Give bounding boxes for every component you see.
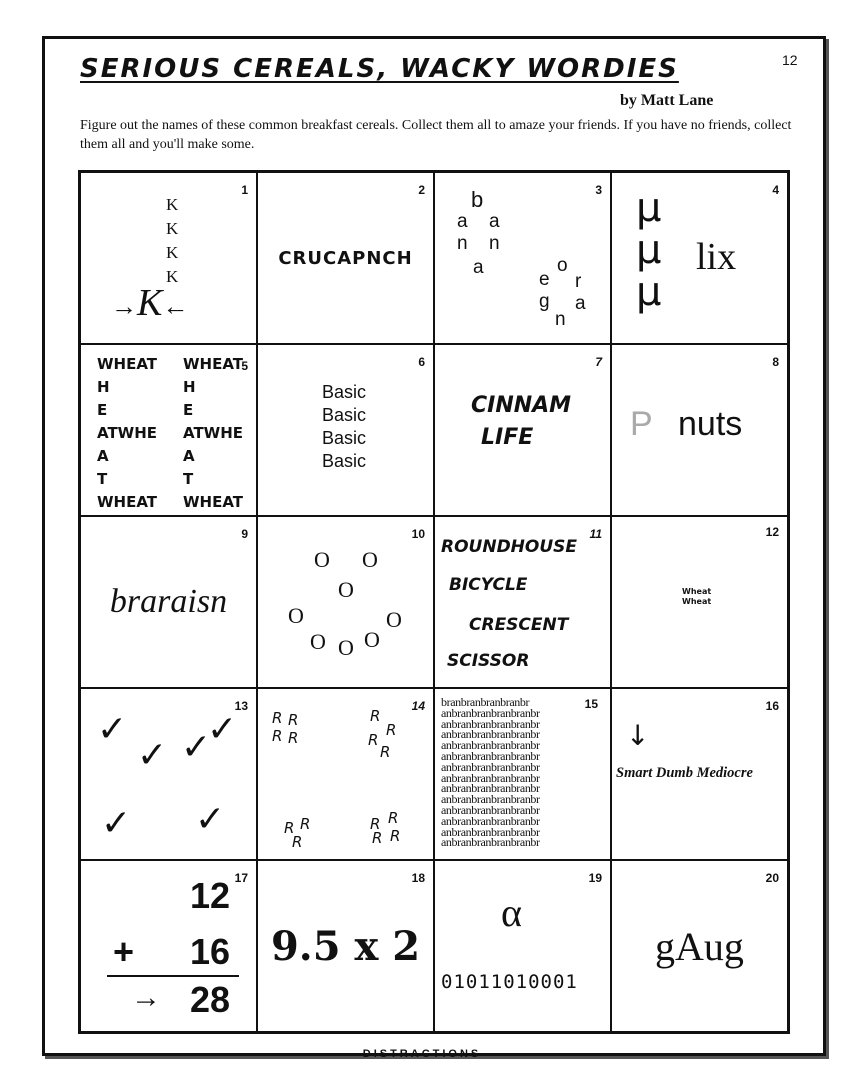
letter-r: R: [288, 711, 299, 729]
faded-letter-p: P: [630, 405, 653, 443]
puzzle-line: ATWHE: [97, 424, 158, 442]
letter-o: O: [386, 607, 402, 632]
bran-line: anbranbranbranbranbr: [441, 813, 540, 828]
letter-r: R: [380, 743, 391, 761]
puzzle-letter: e: [539, 269, 550, 290]
puzzle-text: braraisn: [109, 583, 228, 620]
cell-number: 14: [411, 699, 425, 713]
plus-sign: +: [113, 931, 135, 972]
letter-o: O: [338, 635, 354, 660]
puzzle-cell-3: [434, 172, 611, 344]
puzzle-text: lix: [696, 236, 737, 278]
cell-number: 5: [241, 359, 248, 373]
puzzle-text: nuts: [678, 405, 743, 443]
puzzle-cell-5: [80, 344, 257, 516]
puzzle-cell-15: [434, 688, 611, 860]
cell-number: 2: [418, 183, 425, 197]
sum-top-number: 12: [189, 875, 230, 916]
puzzle-cell-20: [611, 860, 788, 1032]
puzzle-line: SCISSOR: [447, 651, 530, 671]
puzzle-cell-14: [257, 688, 434, 860]
page-number: 12: [782, 52, 798, 68]
checkmark-icon: ✓: [101, 803, 132, 844]
letter-r: R: [368, 731, 379, 749]
puzzle-text: CRUCAPNCH: [278, 247, 413, 269]
puzzle-line: Wheat: [682, 597, 712, 606]
puzzle-cell-12: [611, 516, 788, 688]
cell-number: 1: [241, 183, 248, 197]
puzzle-line: LIFE: [481, 425, 534, 450]
puzzle-letter: g: [539, 291, 550, 312]
puzzle-cell-7: [434, 344, 611, 516]
letter-o: O: [288, 603, 304, 628]
puzzle-cell-2: [257, 172, 434, 344]
letter-r: R: [370, 707, 381, 725]
puzzle-line: Wheat: [682, 587, 712, 596]
letter-o: O: [338, 577, 354, 602]
binary-text: 01011010001: [441, 971, 578, 993]
puzzle-text: Smart Dumb Mediocre: [616, 765, 753, 781]
puzzle-line: WHEAT: [183, 493, 244, 511]
bran-line: anbranbranbranbranbr: [441, 738, 540, 753]
checkmark-icon: ✓: [181, 727, 212, 768]
letter-o: O: [364, 627, 380, 652]
puzzle-line: WHEAT: [97, 355, 158, 373]
puzzle-cell-19: [434, 860, 611, 1032]
puzzle-line: T: [183, 470, 194, 488]
letter-r: R: [288, 729, 299, 747]
mu-symbol: μ: [636, 269, 662, 315]
big-letter-k: K: [137, 282, 163, 324]
bran-line: anbranbranbranbranbr: [441, 781, 540, 796]
cell-number: 9: [241, 527, 248, 541]
letter-k: K: [166, 219, 179, 238]
puzzle-cell-8: [611, 344, 788, 516]
mu-symbol: μ: [636, 227, 662, 273]
cell-number: 10: [411, 527, 425, 541]
puzzle-letter: n: [555, 309, 566, 330]
puzzle-letter: a: [457, 211, 468, 232]
puzzle-line: BICYCLE: [449, 575, 528, 595]
cell-number: 8: [772, 355, 779, 369]
letter-r: R: [272, 709, 283, 727]
letter-r: R: [292, 833, 303, 851]
checkmark-icon: ✓: [137, 735, 168, 776]
bran-line: anbranbranbranbranbr: [441, 716, 540, 731]
sum-middle-number: 16: [189, 931, 230, 972]
arrow-down-icon: ↓: [626, 719, 650, 752]
arrow-left-icon: ←: [162, 292, 189, 321]
letter-r: R: [370, 815, 381, 833]
puzzle-letter: r: [575, 271, 582, 292]
cell-number: 13: [234, 699, 248, 713]
letter-r: R: [272, 727, 283, 745]
puzzle-letter: a: [473, 257, 484, 278]
puzzle-line: ATWHE: [183, 424, 244, 442]
puzzle-grid: [78, 170, 790, 1034]
puzzle-line: T: [97, 470, 108, 488]
puzzle-line: E: [97, 401, 108, 419]
letter-k: K: [166, 267, 179, 286]
letter-o: O: [310, 629, 326, 654]
letter-k: K: [166, 195, 179, 214]
puzzle-line: WHEAT: [183, 355, 244, 373]
puzzle-line: WHEAT: [97, 493, 158, 511]
bran-line: anbranbranbranbranbr: [441, 770, 540, 785]
letter-r: R: [372, 829, 383, 847]
puzzle-cell-6: [257, 344, 434, 516]
bran-line: anbranbranbranbranbr: [441, 835, 540, 850]
letter-r: R: [388, 809, 399, 827]
cell-number: 18: [411, 871, 425, 885]
puzzle-cell-1: [80, 172, 257, 344]
puzzle-line: E: [183, 401, 194, 419]
puzzle-line: Basic: [322, 405, 367, 425]
cell-number: 11: [589, 527, 602, 541]
puzzle-letter: a: [575, 293, 586, 314]
bran-line: branbranbranbranbr: [441, 695, 530, 709]
bran-line: anbranbranbranbranbr: [441, 824, 540, 839]
cell-number: 4: [772, 183, 779, 197]
puzzle-letter: o: [557, 255, 568, 276]
byline: by Matt Lane: [620, 92, 714, 109]
cell-number: 20: [765, 871, 779, 885]
mu-symbol: μ: [636, 185, 662, 231]
puzzle-line: A: [97, 447, 109, 465]
puzzle-text: 9.5 x 2: [270, 922, 421, 970]
sum-line: [107, 975, 239, 977]
puzzle-line: H: [97, 378, 110, 396]
puzzle-line: Basic: [322, 451, 367, 471]
puzzle-letter: a: [489, 211, 500, 232]
puzzle-cell-9: [80, 516, 257, 688]
arrow-right-icon: →: [111, 292, 137, 321]
letter-r: R: [300, 815, 311, 833]
puzzle-cell-16: [611, 688, 788, 860]
letter-o: O: [314, 547, 330, 572]
cell-number: 7: [595, 355, 602, 369]
puzzle-letter: n: [457, 233, 468, 254]
checkmark-icon: ✓: [97, 709, 128, 750]
puzzle-cell-17: [80, 860, 257, 1032]
page-title: SERIOUS CEREALS, WACKY WORDIES: [80, 54, 679, 84]
checkmark-icon: ✓: [207, 709, 238, 750]
alpha-symbol: α: [501, 890, 522, 935]
bran-line: anbranbranbranbranbr: [441, 759, 540, 774]
letter-o: O: [362, 547, 378, 572]
puzzle-cell-13: [80, 688, 257, 860]
puzzle-cell-11: [434, 516, 611, 688]
cell-number: 19: [588, 871, 602, 885]
puzzle-line: ROUNDHOUSE: [441, 537, 578, 557]
cell-number: 15: [584, 697, 598, 711]
letter-k: K: [166, 243, 179, 262]
letter-r: R: [390, 827, 401, 845]
cell-number: 16: [765, 699, 779, 713]
puzzle-line: CINNAM: [471, 393, 572, 418]
sum-result: 28: [189, 979, 230, 1020]
puzzle-letter: n: [489, 233, 500, 254]
puzzle-line: H: [183, 378, 196, 396]
bran-line: anbranbranbranbranbr: [441, 802, 540, 817]
puzzle-line: Basic: [322, 428, 367, 448]
intro-text: Figure out the names of these common breakfast cereals. Collect them all to amaze your friends. If you have no friends, collect them all and you'll make some.: [80, 118, 792, 152]
cell-number: 17: [234, 871, 248, 885]
cell-number: 12: [765, 525, 779, 539]
puzzle-cell-10: [257, 516, 434, 688]
bran-line: anbranbranbranbranbr: [441, 727, 540, 742]
puzzle-line: CRESCENT: [469, 615, 569, 635]
puzzle-text: gAug: [655, 923, 744, 969]
bran-block: [441, 697, 540, 848]
checkmark-icon: ✓: [195, 799, 226, 840]
letter-r: R: [386, 721, 397, 739]
puzzle-line: Basic: [322, 382, 367, 402]
puzzle-letter: b: [471, 187, 484, 212]
cell-number: 3: [595, 183, 602, 197]
puzzle-cell-18: [257, 860, 434, 1032]
puzzle-cell-4: [611, 172, 788, 344]
bran-line: anbranbranbranbranbr: [441, 792, 540, 807]
footer-label: DISTRACTIONS: [362, 1048, 482, 1060]
arrow-right-icon: →: [131, 981, 161, 1014]
cell-number: 6: [418, 355, 425, 369]
letter-r: R: [284, 819, 295, 837]
bran-line: anbranbranbranbranbr: [441, 748, 540, 763]
puzzle-line: A: [183, 447, 195, 465]
bran-line: anbranbranbranbranbr: [441, 705, 540, 720]
